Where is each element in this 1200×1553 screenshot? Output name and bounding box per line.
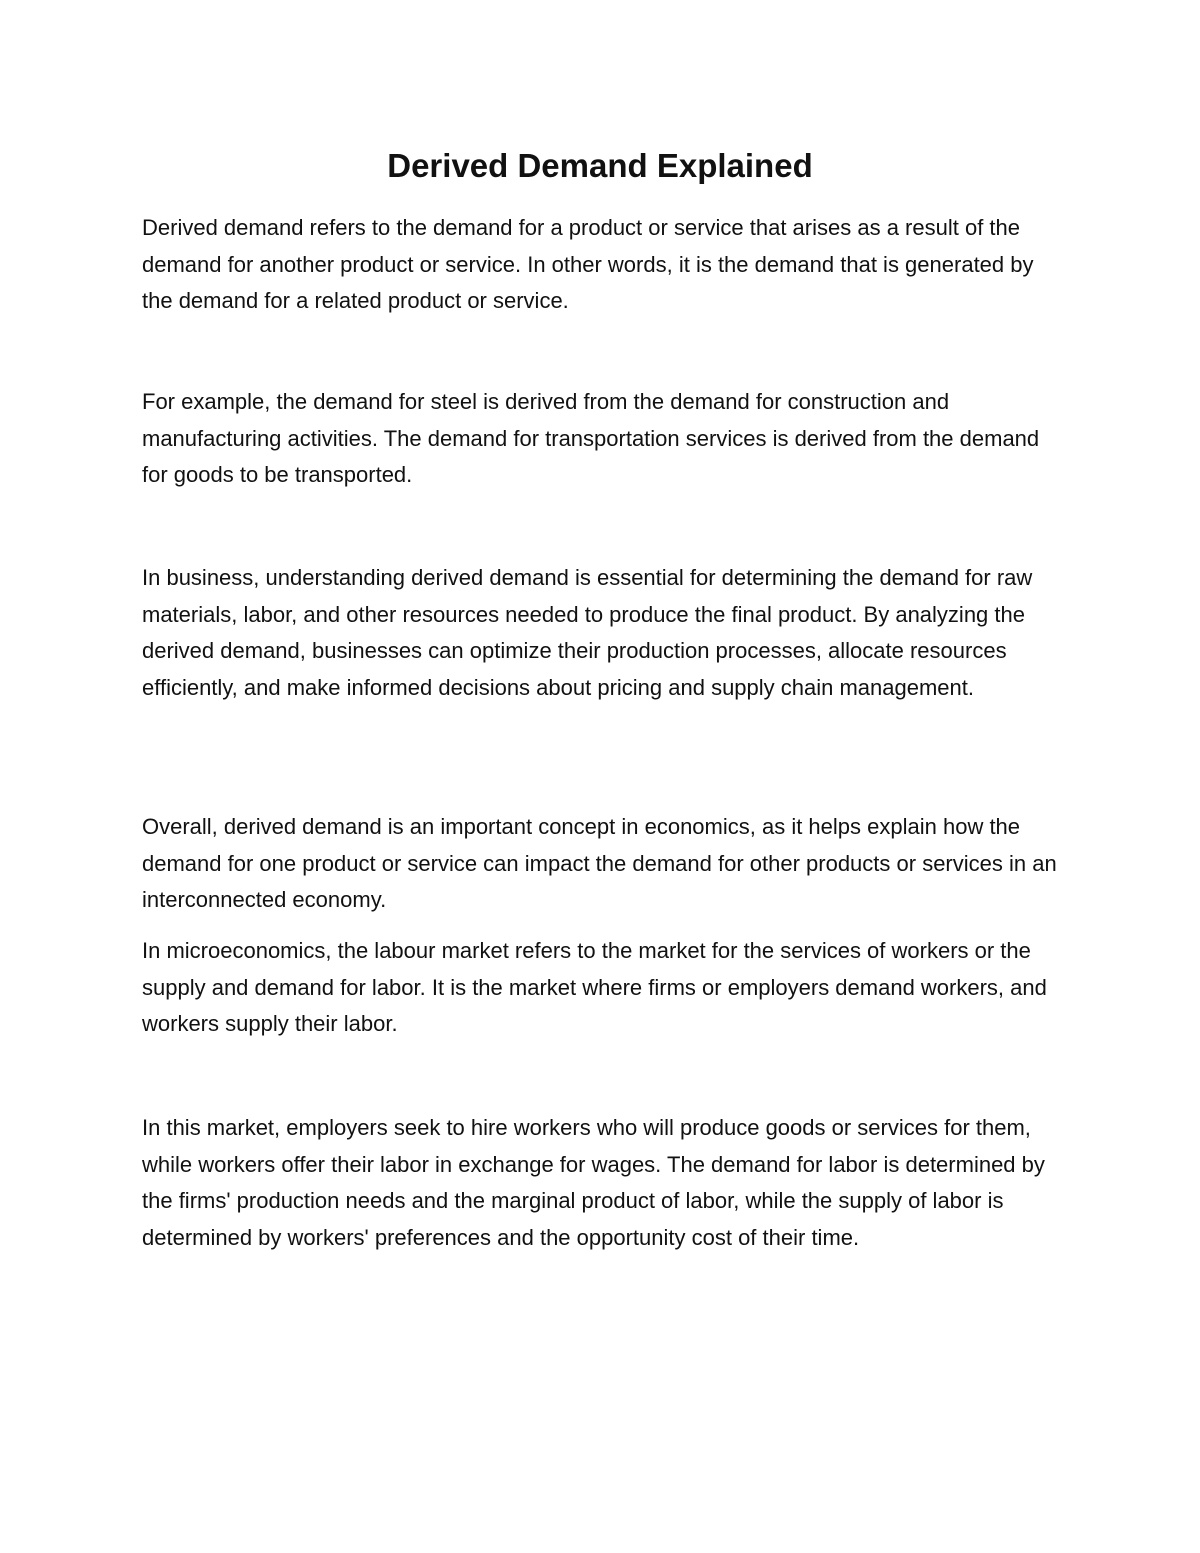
paragraph-derived-demand-definition: Derived demand refers to the demand for a product or service that arises as a result of the demand for another product or service. In other words, it is the demand that is generated by the demand for a related product or service. [142,215,1034,313]
paragraph-labour-market: In microeconomics, the labour market refers to the market for the services of workers or the supply and demand for labor. It is the market where firms or employers demand workers, and workers supply their labor. [142,938,1047,1036]
paragraph-overall: Overall, derived demand is an important concept in economics, as it helps explain how the demand for one product or service can impact the demand for other products or services in an interconnected economy. [142,814,1057,912]
paragraph-example: For example, the demand for steel is derived from the demand for construction and manufacturing activities. The demand for transportation services is derived from the demand for goods to be transported. [142,389,1040,487]
paragraph-business: In business, understanding derived demand is essential for determining the demand for raw materials, labor, and other resources needed to produce the final product. By analyzing the derived demand, businesses can optimize their production processes, allocate resources efficiently, and make informed decisions about pricing and supply chain management. [142,565,1033,700]
paragraph-labor-supply-demand: In this market, employers seek to hire workers who will produce goods or services for them, while workers offer their labor in exchange for wages. The demand for labor is determined by the firms' production needs and the marginal product of labor, while the supply of labor is determined by workers' preferences and the opportunity cost of their time. [142,1115,1045,1250]
document-title: Derived Demand Explained [387,147,813,184]
